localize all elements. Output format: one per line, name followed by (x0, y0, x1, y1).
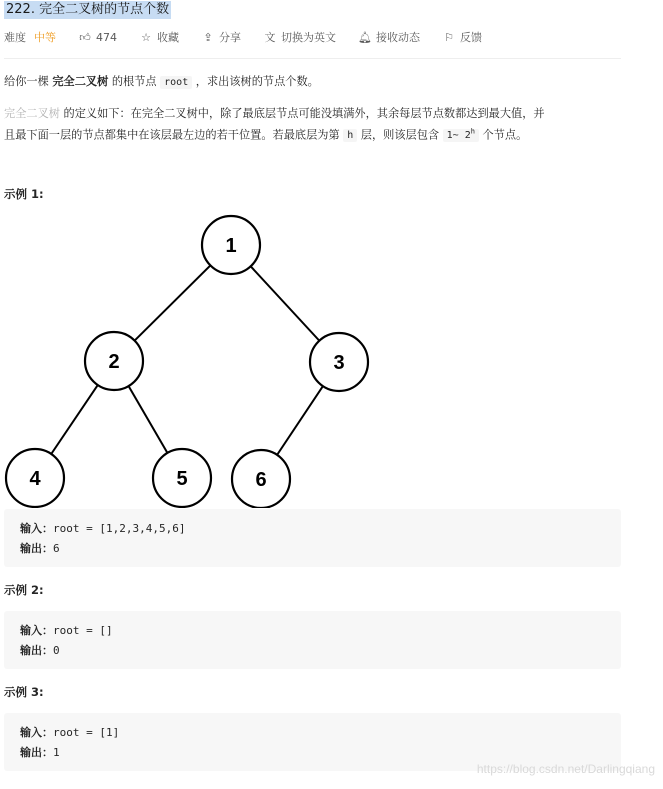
desc-text: ，求出该树的节点个数。 (192, 75, 319, 88)
share-icon: ⇪ (203, 30, 213, 44)
input-label: 输入： (20, 522, 53, 535)
share-button[interactable] (201, 29, 241, 45)
example-2-title: 示例 2: (4, 583, 44, 597)
switch-language-button[interactable] (263, 29, 336, 45)
like-count: 474 (96, 30, 117, 44)
desc-text: 且最下面一层的节点都集中在该层最左边的若干位置。若最底层为第 (4, 128, 344, 142)
output-label: 输出： (20, 746, 53, 759)
feedback-button[interactable] (442, 29, 482, 45)
tree-node-label: 4 (29, 468, 41, 490)
desc-text: 的定义如下：在完全二叉树中，除了最底层节点可能没填满外，其余每层节点数都达到最大值，并 (59, 107, 545, 120)
desc-text: 个节点。 (478, 128, 528, 142)
problem-header (4, 1, 171, 19)
problem-title: 222. 完全二叉树的节点个数 (6, 2, 170, 17)
example-2-output (20, 642, 60, 658)
feedback-icon: ⚐ (444, 30, 454, 44)
example-1-input (20, 520, 185, 536)
example-1-title: 示例 1: (4, 187, 44, 201)
example-3-title: 示例 3: (4, 685, 44, 699)
watermark: https://blog.csdn.net/Darlingqiang (476, 762, 655, 776)
input-label: 输入： (20, 624, 53, 637)
thumbs-up-icon: 👍︎ (79, 30, 91, 44)
output-value: 6 (53, 542, 60, 555)
tree-node-label: 5 (176, 468, 188, 490)
description-paragraph-1 (4, 72, 624, 92)
inline-code-root: root (160, 76, 192, 89)
divider (4, 58, 621, 59)
feedback-label: 反馈 (460, 31, 482, 44)
range-base: 1~ 2 (446, 130, 471, 142)
tree-node-label: 2 (108, 351, 120, 373)
translate-icon: 文 (264, 31, 276, 44)
desc-text: 层，则该层包含 (357, 128, 443, 142)
desc-text: 给你一棵 (4, 75, 53, 88)
problem-meta-bar (4, 29, 482, 45)
description-paragraph-2 (4, 104, 624, 145)
example-3-output (20, 744, 60, 760)
input-value: root = [1] (53, 726, 120, 739)
difficulty-label: 难度 (4, 31, 26, 44)
notify-label: 接收动态 (376, 31, 420, 44)
star-icon: ☆ (141, 30, 151, 44)
example-1-output (20, 540, 60, 556)
switch-language-label: 切换为英文 (281, 31, 336, 44)
output-value: 1 (53, 746, 60, 759)
output-label: 输出： (20, 644, 53, 657)
bell-icon: 🔔︎ (358, 30, 372, 44)
example-1-code-block (4, 509, 621, 567)
desc-bold-term: 完全二叉树 (52, 75, 109, 88)
complete-binary-tree-link[interactable]: 完全二叉树 (4, 107, 60, 120)
output-label: 输出： (20, 542, 53, 555)
difficulty-badge: 中等 (34, 31, 56, 44)
tree-node-label: 6 (255, 469, 267, 491)
desc-text: 的根节点 (108, 75, 161, 88)
input-value: root = [] (53, 624, 113, 637)
favorite-label: 收藏 (157, 31, 179, 44)
favorite-button[interactable] (139, 29, 179, 45)
example-2-input (20, 622, 113, 638)
input-value: root = [1,2,3,4,5,6] (53, 522, 186, 535)
tree-node-label: 3 (333, 352, 345, 374)
inline-code-h: h (343, 129, 357, 142)
like-button[interactable] (78, 31, 117, 44)
example-2-code-block (4, 611, 621, 669)
share-label: 分享 (219, 31, 241, 44)
input-label: 输入： (20, 726, 53, 739)
binary-tree-diagram (0, 208, 400, 508)
example-3-input (20, 724, 119, 740)
tree-node-label: 1 (225, 235, 237, 257)
range-exponent: h (470, 128, 475, 136)
notify-button[interactable] (358, 29, 420, 45)
inline-code-range (443, 129, 479, 142)
output-value: 0 (53, 644, 60, 657)
